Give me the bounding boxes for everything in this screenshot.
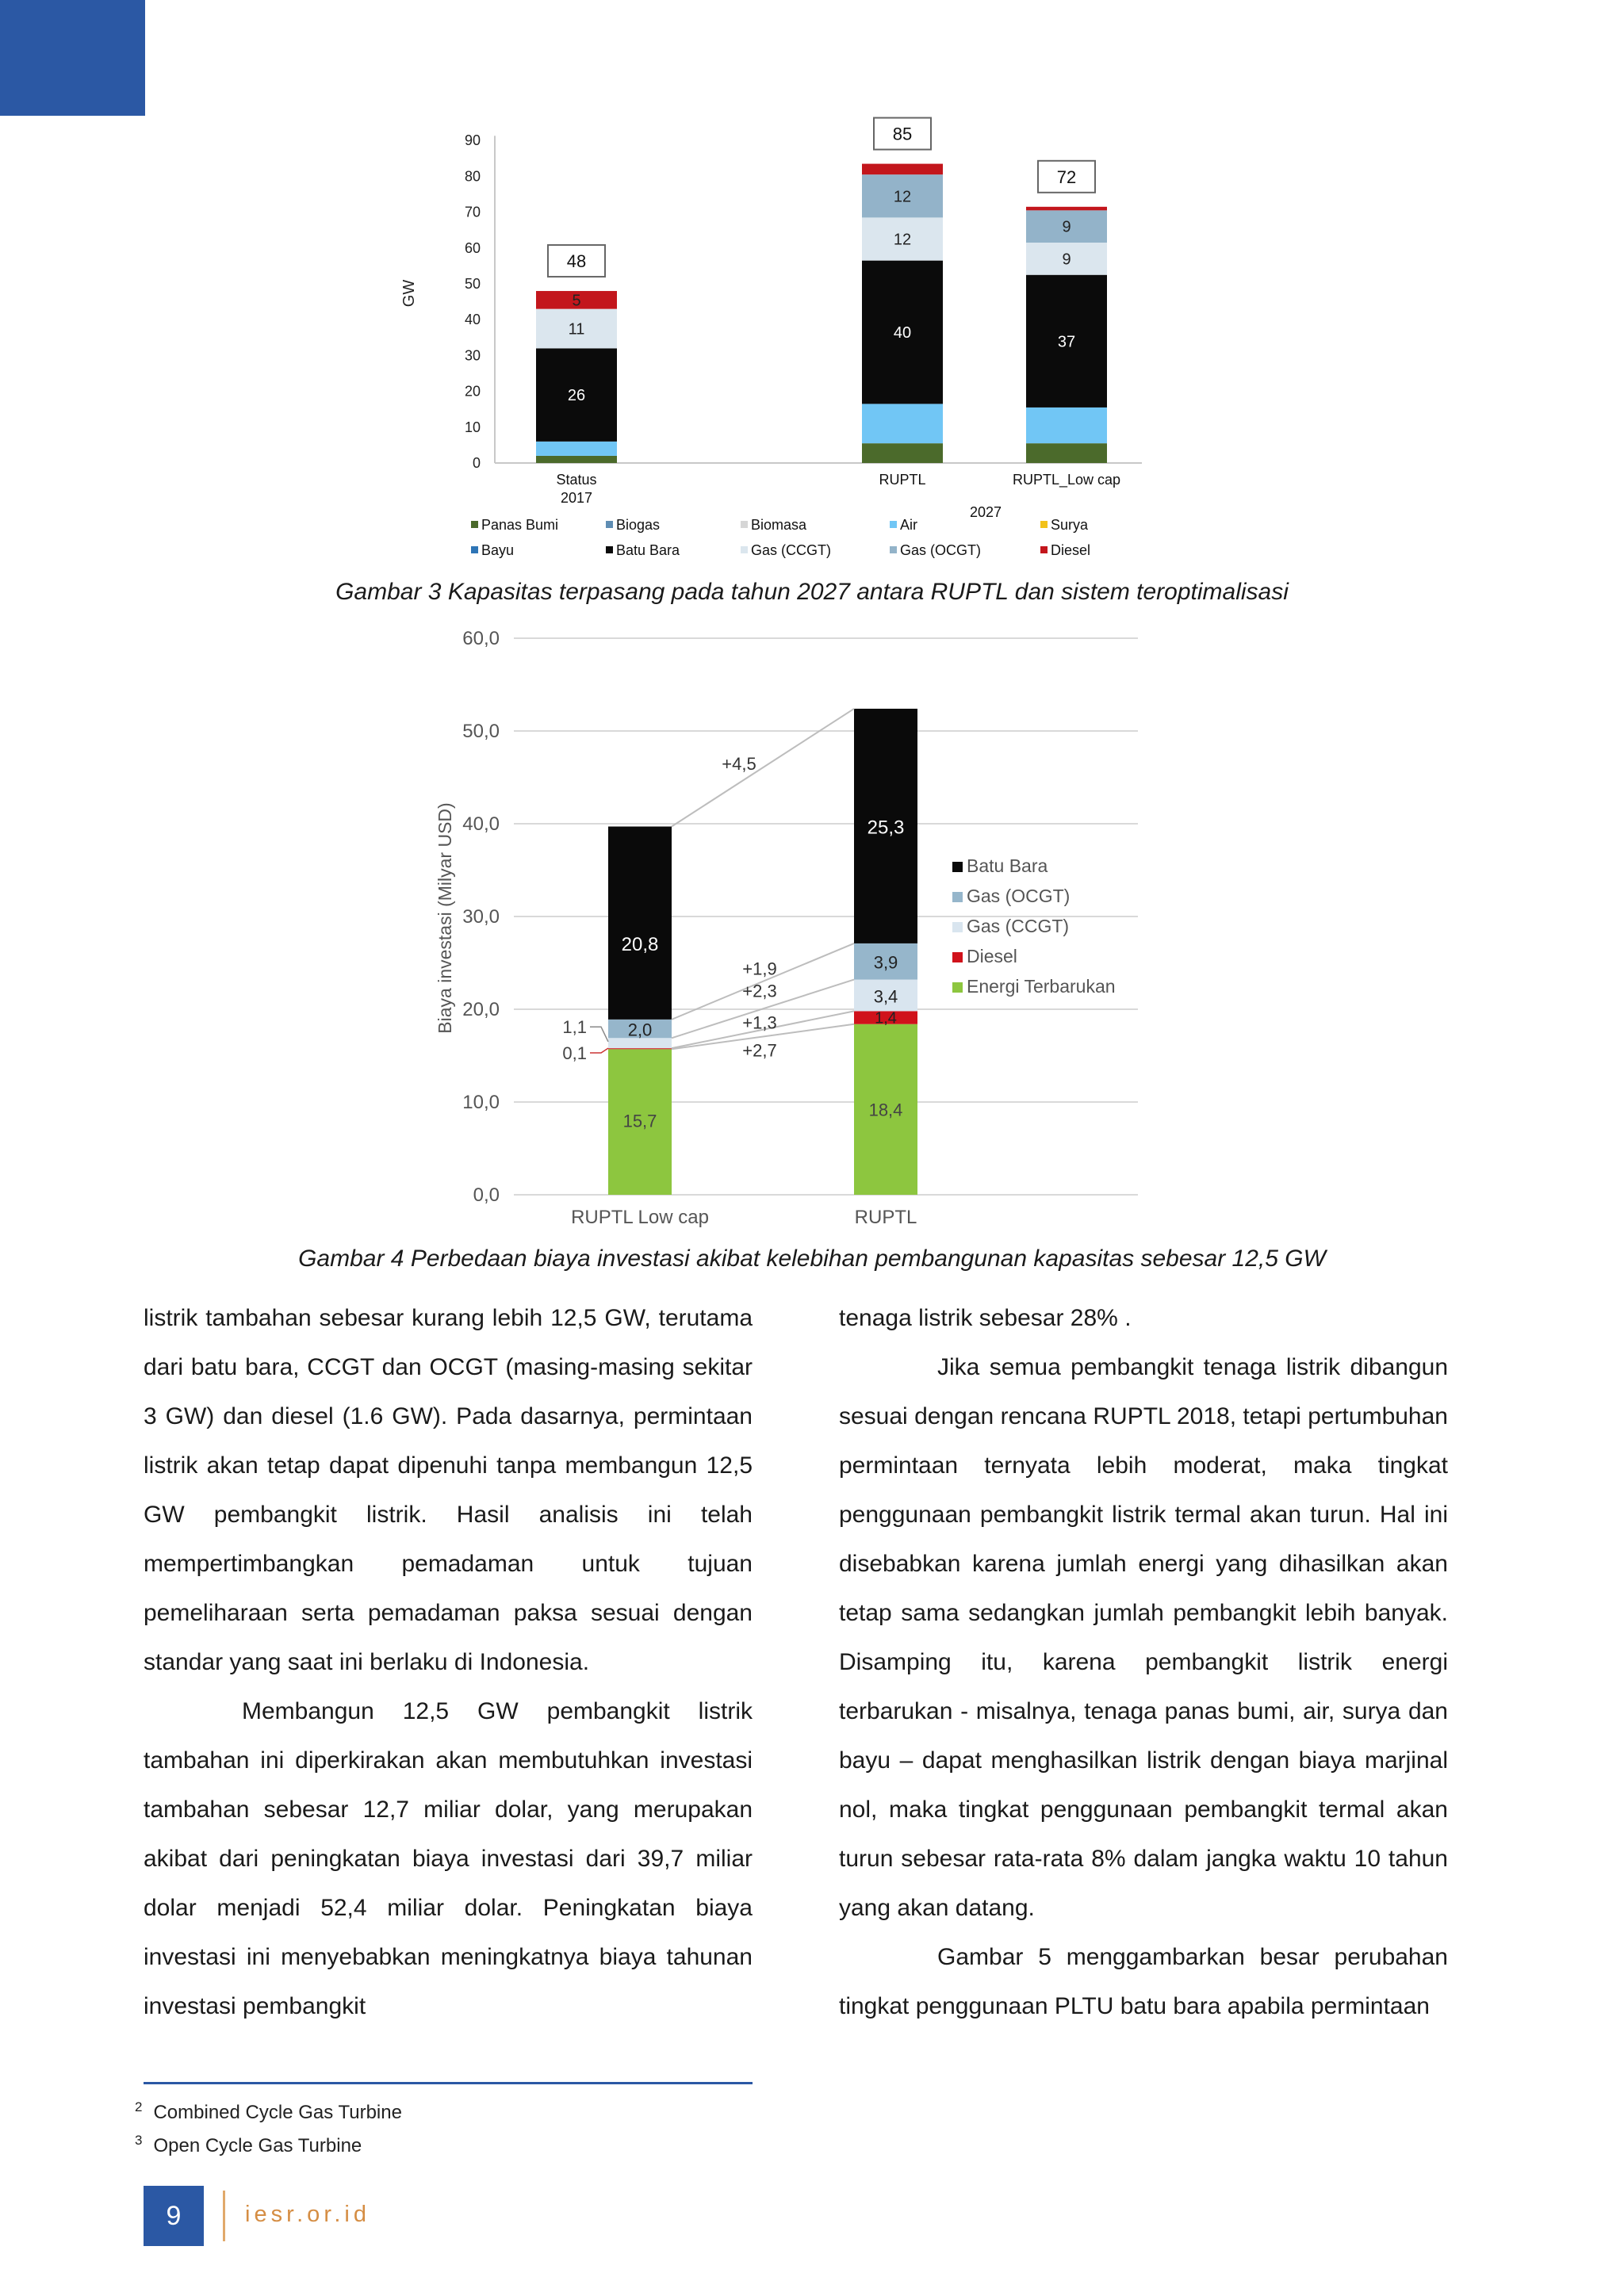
- y-tick-label: 20: [464, 383, 481, 400]
- difference-label: +4,5: [722, 753, 756, 774]
- y-tick-label: 50,0: [462, 721, 500, 742]
- footnote-text: Combined Cycle Gas Turbine: [153, 2102, 402, 2123]
- y-axis-title: GW: [400, 279, 418, 308]
- legend-swatch: [952, 892, 963, 902]
- bar-label: 18,4: [868, 1100, 903, 1120]
- bar-segment: [608, 1048, 672, 1049]
- legend-swatch: [606, 521, 613, 528]
- bar-label: 3,4: [873, 986, 898, 1007]
- legend-swatch: [952, 982, 963, 993]
- bar-label: 26: [567, 387, 586, 405]
- difference-label: +1,3: [742, 1012, 777, 1033]
- bar-segment: [1026, 207, 1107, 211]
- y-tick-label: 60: [464, 239, 481, 256]
- legend-swatch: [1040, 521, 1048, 528]
- footnote-rule: [144, 2082, 753, 2084]
- body-paragraph: Membangun 12,5 GW pembangkit listrik tambahan ini diperkirakan akan membutuhkan investasi tambahan sebesar 12,7 miliar dolar, yang merupakan akibat dari peningkatan biaya investasi dari 39,7 miliar dolar menjadi 52,4 miliar dolar. Peningkatan biaya investasi ini menyebabkan meningkatnya biaya tahunan investasi pembangkit: [144, 1698, 753, 2019]
- y-axis-title: Biaya investasi (Milyar USD): [435, 802, 455, 1034]
- total-label: 72: [1056, 166, 1077, 187]
- bar-segment: [862, 443, 943, 463]
- legend-swatch: [952, 922, 963, 932]
- footnote: [135, 2133, 362, 2157]
- legend-swatch: [471, 546, 478, 553]
- bar-label: 2,0: [627, 1020, 653, 1040]
- bar-segment: [862, 404, 943, 443]
- legend-label: Gas (OCGT): [967, 886, 1071, 906]
- y-tick-label: 30,0: [462, 906, 500, 928]
- legend-swatch: [1040, 546, 1048, 553]
- legend-swatch: [952, 952, 963, 962]
- bar-segment: [536, 442, 617, 456]
- difference-label: +2,3: [742, 981, 777, 1001]
- bar-label: 11: [568, 320, 585, 339]
- bar-label: 12: [893, 188, 912, 206]
- legend-label: Gas (CCGT): [751, 542, 831, 558]
- y-tick-label: 20,0: [462, 999, 500, 1020]
- legend-label: Batu Bara: [616, 542, 680, 558]
- category-label: RUPTL: [854, 1207, 917, 1228]
- site-link[interactable]: iesr.or.id: [245, 2202, 370, 2227]
- category-label: RUPTL_Low cap: [1012, 472, 1121, 488]
- legend-label: Biogas: [616, 517, 661, 533]
- legend-label: Diesel: [1051, 542, 1091, 558]
- figure3-caption: Gambar 3 Kapasitas terpasang pada tahun 2027 antara RUPTL dan sistem teroptimalisasi: [335, 579, 1289, 605]
- bar-segment: [862, 164, 943, 175]
- category-label: RUPTL Low cap: [571, 1207, 709, 1228]
- footnote-number: 2: [135, 2099, 143, 2114]
- bar-segment: [1026, 408, 1107, 443]
- bar-segment: [1026, 443, 1107, 463]
- bar-segment: [608, 827, 672, 1020]
- legend-label: Surya: [1051, 517, 1089, 533]
- bar-label: 1,4: [875, 1009, 897, 1027]
- legend-label: Batu Bara: [967, 855, 1048, 876]
- y-tick-label: 0: [472, 455, 481, 471]
- figure4-caption: Gambar 4 Perbedaan biaya investasi akibat kelebihan pembangunan kapasitas sebesar 12,5 GW: [298, 1246, 1326, 1272]
- difference-label: +1,9: [742, 959, 777, 979]
- legend-swatch: [741, 521, 748, 528]
- total-label: 48: [566, 251, 587, 272]
- bar-label: 40: [893, 324, 912, 342]
- y-tick-label: 40: [464, 312, 481, 328]
- leader-line: [590, 1048, 608, 1053]
- body-left-column: [144, 1294, 753, 2031]
- bar-label: 37: [1057, 333, 1076, 351]
- y-tick-label: 10,0: [462, 1092, 500, 1113]
- y-tick-label: 80: [464, 168, 481, 185]
- y-tick-label: 60,0: [462, 628, 500, 649]
- figure4-chart: [0, 618, 1624, 1237]
- legend-swatch: [606, 546, 613, 553]
- legend-label: Bayu: [481, 542, 515, 558]
- figure3-chart: [0, 0, 1624, 579]
- category-label: Status: [556, 472, 597, 488]
- legend-label: Energi Terbarukan: [967, 976, 1116, 997]
- group-label: 2027: [969, 504, 1002, 520]
- legend-swatch: [890, 546, 897, 553]
- y-tick-label: 50: [464, 276, 481, 292]
- bar-label: 3,9: [873, 952, 898, 973]
- bar-label: 1,1: [562, 1017, 587, 1038]
- legend-label: Panas Bumi: [481, 517, 559, 533]
- category-label: RUPTL: [879, 472, 926, 488]
- legend-label: Biomasa: [751, 517, 807, 533]
- y-tick-label: 40,0: [462, 813, 500, 835]
- bar-label: 12: [893, 231, 912, 249]
- legend-swatch: [741, 546, 748, 553]
- y-tick-label: 0,0: [473, 1184, 500, 1206]
- bar-label: 9: [1062, 251, 1071, 269]
- body-paragraph: Jika semua pembangkit tenaga listrik dibangun sesuai dengan rencana RUPTL 2018, tetapi pertumbuhan permintaan ternyata lebih moderat, maka tingkat penggunaan pembangkit listrik termal akan turun. Hal ini disebabkan karena jumlah energi yang dihasilkan akan tetap sama sedangkan jumlah pembangkit lebih banyak. Disamping itu, karena pembangkit listrik energi terbarukan - misalnya, tenaga panas bumi, air, surya dan bayu – dapat menghasilkan listrik dengan biaya marjinal nol, maka tingkat penggunaan pembangkit termal akan turun sebesar rata-rata 8% dalam jangka waktu 10 tahun yang akan datang.: [839, 1354, 1448, 1921]
- legend-swatch: [952, 862, 963, 872]
- legend-swatch: [890, 521, 897, 528]
- category-label: 2017: [560, 490, 593, 506]
- y-tick-label: 70: [464, 204, 481, 220]
- bar-label: 5: [572, 292, 581, 310]
- legend-swatch: [471, 521, 478, 528]
- bar-label: 20,8: [621, 934, 659, 956]
- bar-label: 9: [1062, 218, 1071, 236]
- legend-label: Diesel: [967, 946, 1017, 966]
- body-paragraph: Gambar 5 menggambarkan besar perubahan tingkat penggunaan PLTU batu bara apabila permintaan: [839, 1944, 1448, 2019]
- y-tick-label: 10: [464, 419, 481, 435]
- bar-label: 0,1: [562, 1043, 587, 1063]
- body-paragraph: listrik tambahan sebesar kurang lebih 12,5 GW, terutama dari batu bara, CCGT dan OCGT (masing-masing sekitar 3 GW) dan diesel (1.6 GW). Pada dasarnya, permintaan listrik akan tetap dapat dipenuhi tanpa membangun 12,5 GW pembangkit listrik. Hasil analisis ini telah mempertimbangkan pemadaman untuk tujuan pemeliharaan serta pemadaman paksa sesuai dengan standar yang saat ini berlaku di Indonesia.: [144, 1305, 753, 1675]
- bar-segment: [536, 456, 617, 463]
- legend-label: Air: [900, 517, 917, 533]
- legend-label: Gas (CCGT): [967, 916, 1070, 936]
- footnote-text: Open Cycle Gas Turbine: [153, 2135, 362, 2156]
- y-tick-label: 90: [464, 132, 481, 149]
- leader-line: [590, 1027, 608, 1042]
- body-right-column: [839, 1294, 1448, 2031]
- difference-line: [672, 709, 854, 827]
- difference-label: +2,7: [742, 1040, 777, 1061]
- total-label: 85: [892, 124, 913, 144]
- legend-label: Gas (OCGT): [900, 542, 981, 558]
- body-paragraph: tenaga listrik sebesar 28% .: [839, 1305, 1132, 1331]
- footnote: [135, 2099, 402, 2124]
- footnote-number: 3: [135, 2133, 143, 2148]
- page-number: 9: [144, 2186, 204, 2246]
- footer-divider: [223, 2191, 225, 2241]
- y-tick-label: 30: [464, 347, 481, 364]
- bar-label: 25,3: [867, 817, 905, 839]
- bar-label: 15,7: [622, 1111, 657, 1131]
